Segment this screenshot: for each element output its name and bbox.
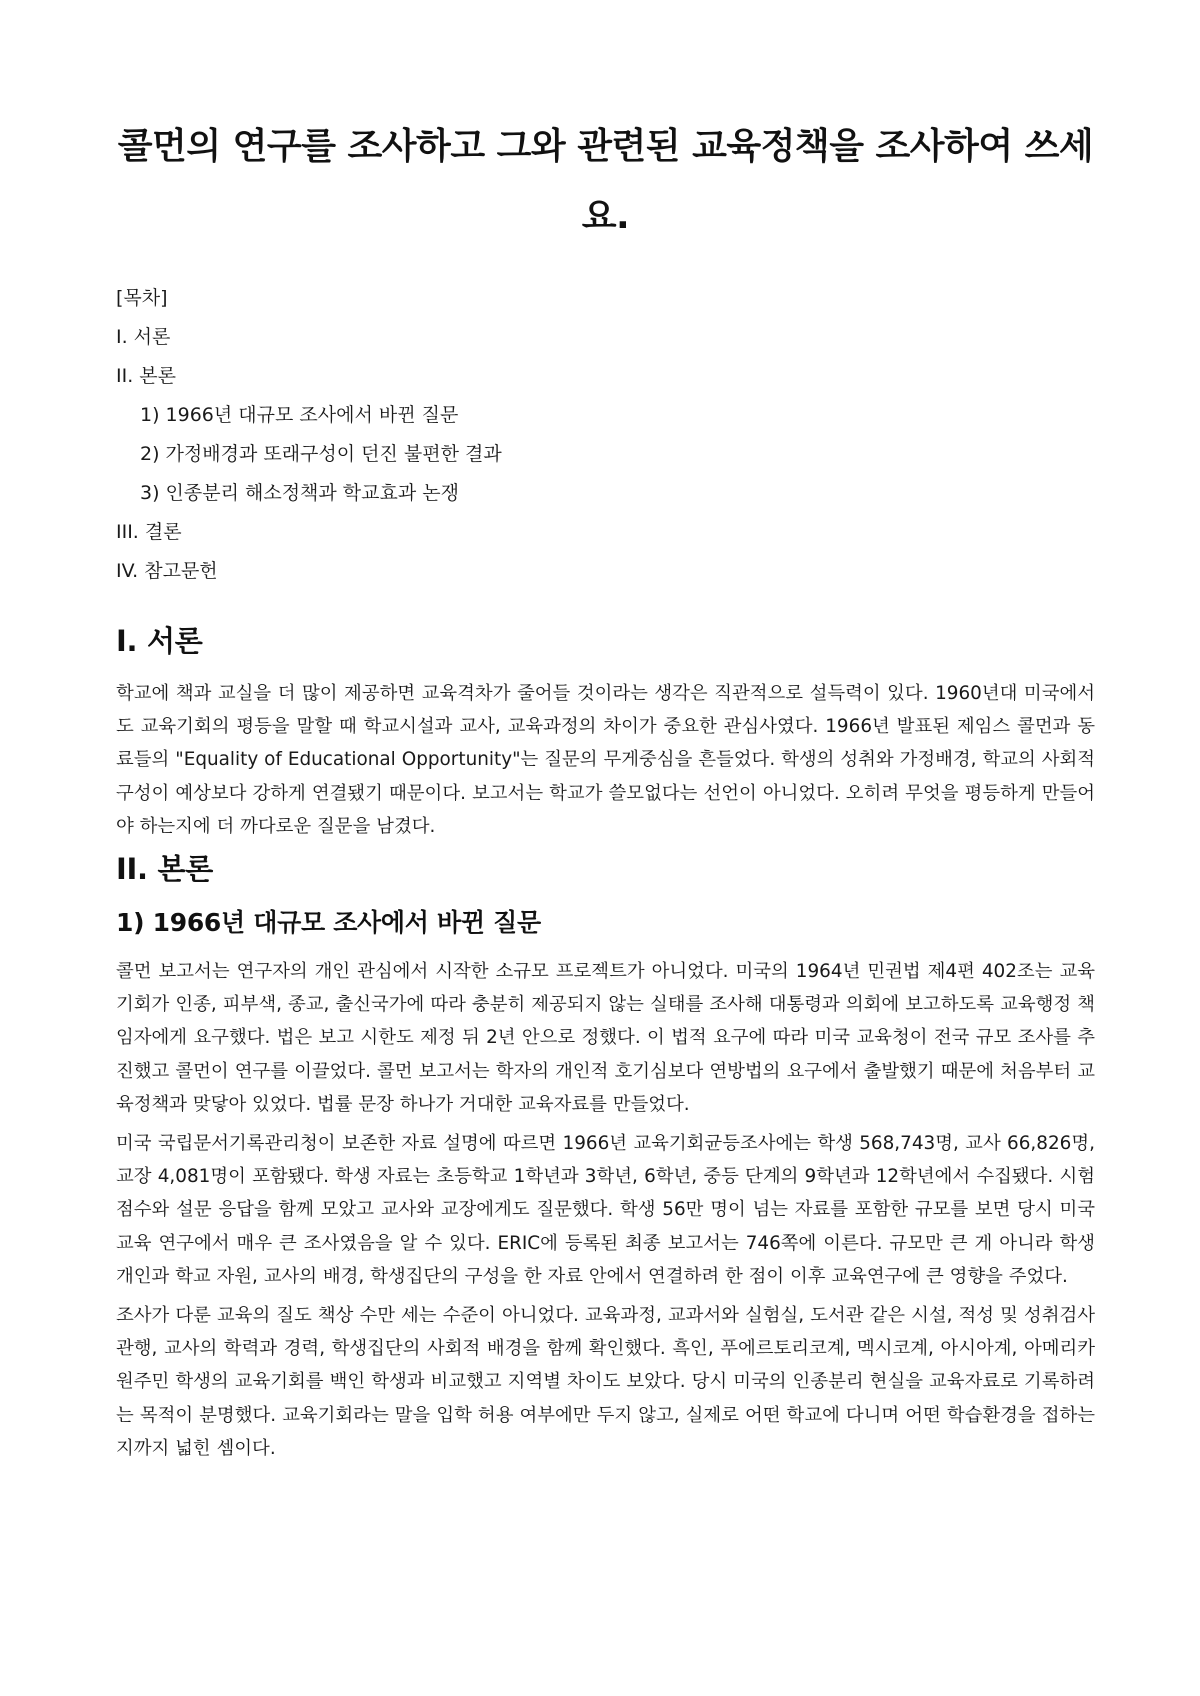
table-of-contents (116, 286, 1095, 583)
subsection-1-paragraph: 조사가 다룬 교육의 질도 책상 수만 세는 수준이 아니었다. 교육과정, 교과서와 실험실, 도서관 같은 시설, 적성 및 성취검사 관행, 교사의 학력과 경력, 학생집단의 사회적 배경을 함께 확인했다. 흑인, 푸에르토리코계, 멕시코계, 아시아계, 아메리카 원주민 학생의 교육기회를 백인 학생과 비교했고 지역별 차이도 보았다. 당시 미국의 인종분리 현실을 교육자료로 기록하려는 목적이 분명했다. 교육기회라는 말을 입학 허용 여부에만 두지 않고, 실제로 어떤 학교에 다니며 어떤 학습환경을 접하는지까지 넓힌 셈이다. (116, 1305, 1095, 1459)
toc-item-introduction: I. 서론 (116, 326, 171, 348)
toc-subitem-2: 2) 가정배경과 또래구성이 던진 불편한 결과 (140, 443, 502, 465)
toc-item-body: II. 본론 (116, 365, 176, 387)
toc-label: [목차] (116, 287, 168, 309)
body-section (116, 849, 1095, 1465)
introduction-paragraph: 학교에 책과 교실을 더 많이 제공하면 교육격차가 줄어들 것이라는 생각은 직관적으로 설득력이 있다. 1960년대 미국에서도 교육기회의 평등을 말할 때 학교시설과 교사, 교육과정의 차이가 중요한 관심사였다. 1966년 발표된 제임스 콜먼과 동료들의 "Equality of Educational Opportunity"는 질문의 무게중심을 흔들었다. 학생의 성취와 가정배경, 학교의 사회적 구성이 예상보다 강하게 연결됐기 때문이다. 보고서는 학교가 쓸모없다는 선언이 아니었다. 오히려 무엇을 평등하게 만들어야 하는지에 더 까다로운 질문을 남겼다. (116, 683, 1095, 837)
toc-subitem-1: 1) 1966년 대규모 조사에서 바뀐 질문 (140, 404, 459, 426)
subsection-1966-survey (116, 905, 1095, 1465)
subsection-1-paragraph: 미국 국립문서기록관리청이 보존한 자료 설명에 따르면 1966년 교육기회균등조사에는 학생 568,743명, 교사 66,826명, 교장 4,081명이 포함됐다. 학생 자료는 초등학교 1학년과 3학년, 6학년, 중등 단계의 9학년과 12학년에서 수집됐다. 시험점수와 설문 응답을 함께 모았고 교사와 교장에게도 질문했다. 학생 56만 명이 넘는 자료를 포함한 규모를 보면 당시 미국 교육 연구에서 매우 큰 조사였음을 알 수 있다. ERIC에 등록된 최종 보고서는 746쪽에 이른다. 규모만 큰 게 아니라 학생 개인과 학교 자원, 교사의 배경, 학생집단의 구성을 한 자료 안에서 연결하려 한 점이 이후 교육연구에 큰 영향을 주었다. (116, 1133, 1095, 1287)
introduction-heading: I. 서론 (116, 624, 203, 658)
subsection-1-paragraph: 콜먼 보고서는 연구자의 개인 관심에서 시작한 소규모 프로젝트가 아니었다. 미국의 1964년 민권법 제4편 402조는 교육기회가 인종, 피부색, 종교, 출신국가에 따라 충분히 제공되지 않는 실태를 조사해 대통령과 의회에 보고하도록 교육행정 책임자에게 요구했다. 법은 보고 시한도 제정 뒤 2년 안으로 정했다. 이 법적 요구에 따라 미국 교육청이 전국 규모 조사를 추진했고 콜먼이 연구를 이끌었다. 콜먼 보고서는 학자의 개인적 호기심보다 연방법의 요구에서 출발했기 때문에 처음부터 교육정책과 맞닿아 있었다. 법률 문장 하나가 거대한 교육자료를 만들었다. (116, 961, 1095, 1115)
toc-item-conclusion: III. 결론 (116, 521, 182, 543)
toc-subitem-3: 3) 인종분리 해소정책과 학교효과 논쟁 (140, 482, 459, 504)
body-heading: II. 본론 (116, 852, 213, 887)
introduction-section (116, 621, 1095, 843)
toc-item-references: IV. 참고문헌 (116, 560, 218, 582)
subsection-1-heading: 1) 1966년 대규모 조사에서 바뀐 질문 (116, 908, 541, 938)
document-title: 콜먼의 연구를 조사하고 그와 관련된 교육정책을 조사하여 쓰세요. (117, 126, 1094, 237)
